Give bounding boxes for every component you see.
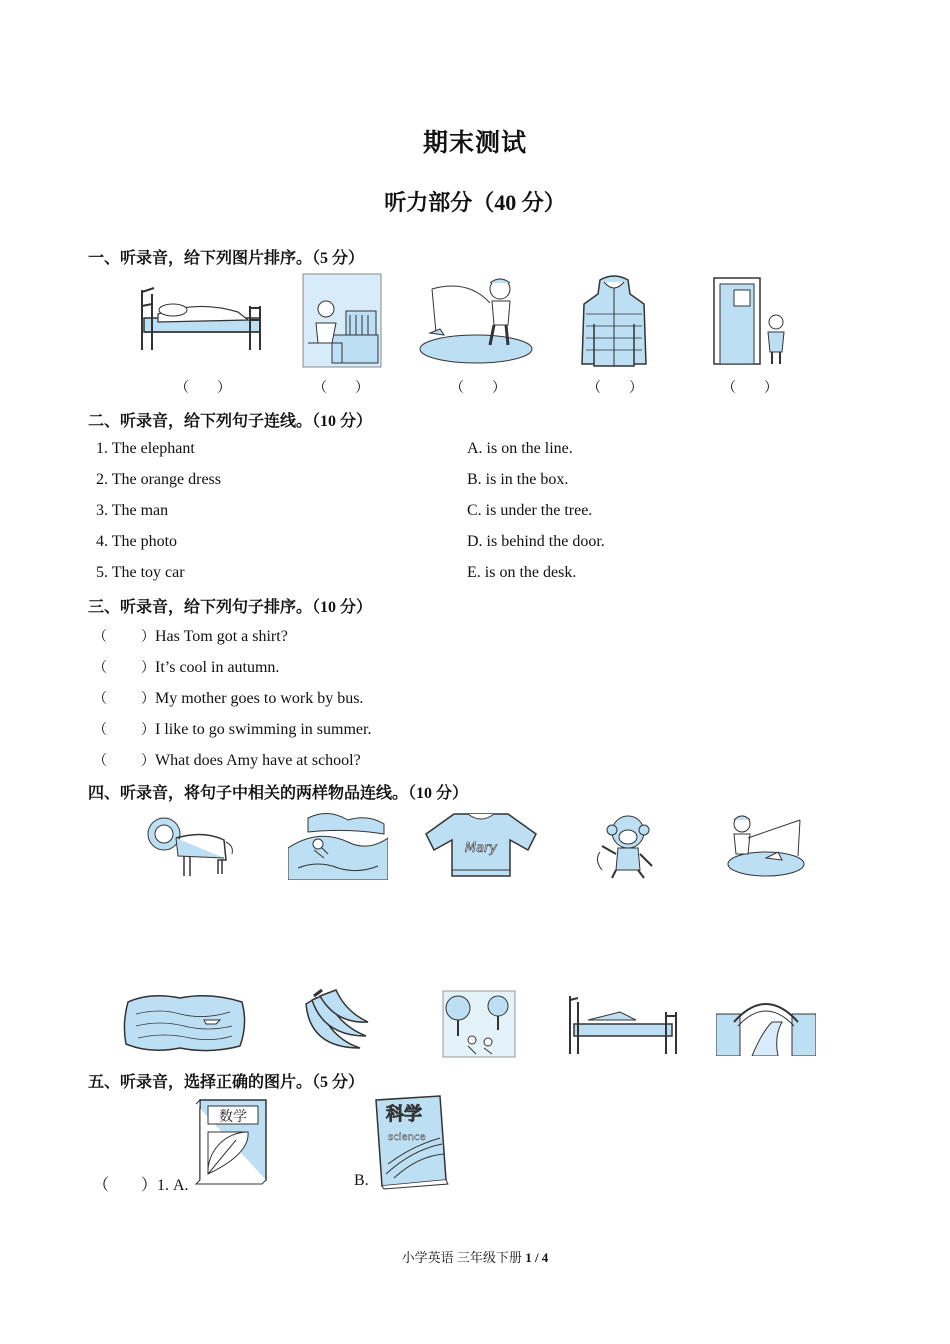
order-sentence-2: It’s cool in autumn. (155, 659, 280, 676)
order-paren-open: （ (93, 661, 107, 676)
match-left-1: 1. The elephant (96, 440, 195, 457)
page-title: 期末测试 (422, 130, 527, 157)
monkey-picture (592, 810, 662, 880)
swimming-scene-picture (288, 808, 388, 880)
math-book-title: 数学 (219, 1109, 247, 1125)
order-paren-open: （ (93, 754, 107, 769)
match-right-e: E. is on the desk. (467, 564, 577, 581)
science-book-picture[interactable] (372, 1094, 450, 1190)
order-item-2 (93, 657, 279, 677)
bananas-picture (300, 988, 370, 1058)
bridge-picture (716, 992, 816, 1056)
bed-small-picture (566, 992, 680, 1058)
footer-text: 小学英语 三年级下册 (401, 1250, 522, 1265)
science-book-title: 科学 (386, 1104, 422, 1125)
order-paren-close: ） (141, 630, 155, 645)
girl-at-door-picture (712, 276, 788, 366)
option-b-label: B. (354, 1172, 369, 1189)
question-1-label: （ ）1. A. (93, 1177, 189, 1194)
match-right-a: A. is on the line. (467, 440, 573, 457)
page-subtitle: 听力部分（40 分） (384, 190, 566, 215)
order-sentence-1: Has Tom got a shirt? (155, 628, 288, 645)
page-number: 1 / 4 (525, 1250, 549, 1265)
order-paren-close: ） (141, 692, 155, 707)
match-right-d: D. is behind the door. (467, 533, 605, 550)
bed-picture (138, 280, 266, 356)
order-paren-open: （ (93, 692, 107, 707)
match-right-c: C. is under the tree. (467, 502, 593, 519)
answer-blank-3[interactable]: （ ） (450, 381, 506, 396)
park-scene-picture (442, 990, 516, 1058)
answer-blank-1[interactable]: （ ） (175, 381, 231, 396)
answer-blank-2[interactable]: （ ） (313, 381, 369, 396)
order-item-1 (93, 626, 288, 646)
order-sentence-5: What does Amy have at school? (155, 752, 361, 769)
order-paren-open: （ (93, 723, 107, 738)
section-4-heading: 四、听录音，将句子中相关的两样物品连线。（10 分） (88, 785, 469, 802)
match-left-2: 2. The orange dress (96, 471, 221, 488)
section-1-heading: 一、听录音，给下列图片排序。（5 分） (88, 250, 365, 267)
order-sentence-3: My mother goes to work by bus. (155, 690, 364, 707)
answer-blank-4[interactable]: （ ） (587, 381, 643, 396)
section-3-heading: 三、听录音，给下列句子排序。（10 分） (88, 599, 373, 616)
boy-fishing-small-picture (724, 812, 806, 878)
order-paren-close: ） (141, 661, 155, 676)
order-paren-open: （ (93, 630, 107, 645)
winter-jacket-picture (580, 274, 648, 368)
match-right-b: B. is in the box. (467, 471, 569, 488)
section-5-heading: 五、听录音，选择正确的图片。（5 分） (88, 1074, 365, 1091)
match-left-5: 5. The toy car (96, 564, 185, 581)
answer-blank-5[interactable]: （ ） (722, 381, 778, 396)
order-paren-close: ） (141, 754, 155, 769)
order-item-5 (93, 750, 361, 770)
match-left-3: 3. The man (96, 502, 169, 519)
page-footer (0, 1247, 950, 1266)
order-item-3 (93, 688, 363, 708)
science-book-subtitle: science (388, 1132, 426, 1143)
order-item-4 (93, 719, 371, 739)
girl-at-desk-picture (302, 273, 382, 368)
match-left-4: 4. The photo (96, 533, 178, 550)
boy-fishing-picture (418, 273, 536, 365)
math-book-picture[interactable] (192, 1096, 272, 1188)
lake-picture (120, 990, 250, 1056)
sweater-text: Mary (464, 841, 498, 856)
section-2-heading: 二、听录音，给下列句子连线。（10 分） (88, 413, 373, 430)
lion-picture (144, 810, 236, 880)
order-sentence-4: I like to go swimming in summer. (155, 721, 372, 738)
order-paren-close: ） (141, 723, 155, 738)
mary-sweater-picture (424, 810, 538, 878)
